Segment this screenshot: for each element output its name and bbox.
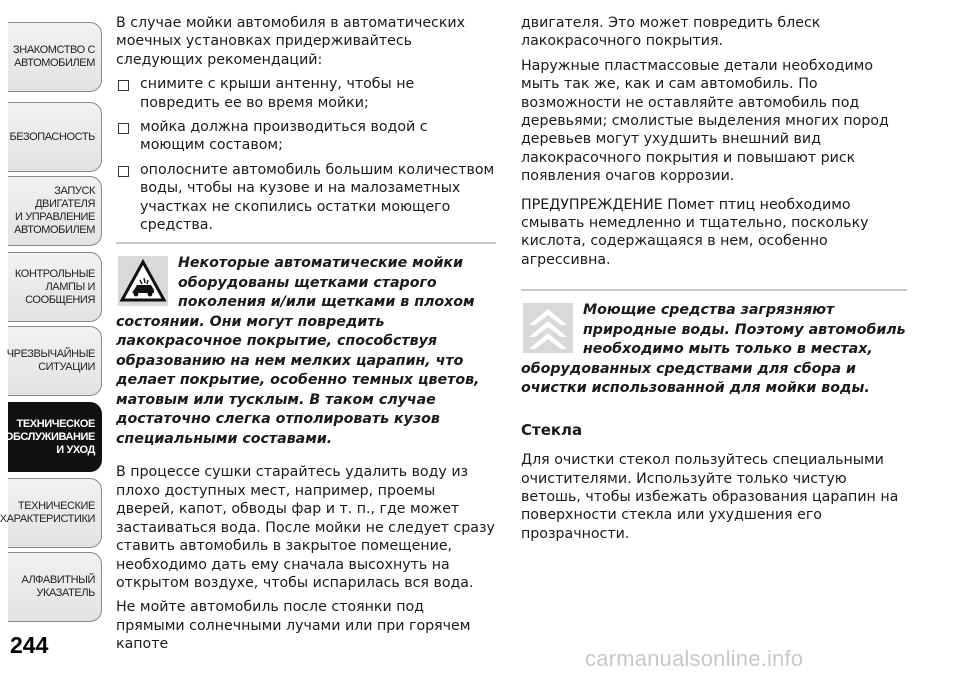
watermark: carmanualsonline.info (585, 646, 804, 671)
eco-note-text: Моющие средства загрязняют природные воды. Поэтому автомобиль необходимо мыть только в местах, оборудованных средствами для сбора и очистки использованной для мойки воды. (521, 302, 906, 397)
sun-paragraph: Не мойте автомобиль после стоянки под прямыми солнечными лучами или при горячем капоте (116, 599, 471, 653)
paint-gloss-paragraph: двигателя. Это может повредить блеск лакокрасочного покрытия. (521, 15, 821, 50)
bullet-item: ополосните автомобиль большим количеством воды, чтобы на кузове и на малозаметных участках не скопились остатки моющего средства. (116, 161, 496, 235)
bird-droppings-warning: ПРЕДУПРЕЖДЕНИЕ Помет птиц необходимо смывать немедленно и тщательно, поскольку кислота, содержащаяся в нем, особенно агрессивна. (521, 196, 869, 268)
tab-maintenance-active[interactable]: ТЕХНИЧЕСКОЕ ОБСЛУЖИВАНИЕ И УХОД (8, 402, 102, 472)
tab-engine-start-driving[interactable]: ЗАПУСК ДВИГАТЕЛЯ И УПРАВЛЕНИЕ АВТОМОБИЛЕМ (8, 176, 102, 246)
eco-note (521, 301, 907, 399)
car-wash-recommendations (116, 75, 496, 234)
tab-vehicle-intro[interactable]: ЗНАКОМСТВО С АВТОМОБИЛЕМ (8, 22, 102, 92)
drying-paragraph: В процессе сушки старайтесь удалить воду из плохо доступных мест, например, проемы дверей, капот, обводы фар и т. п., где может застаиваться вода. После мойки не следует сразу ставить автомобиль в закрытое помещение, необходимо дать ему сначала высохнуть на открытом воздухе, чтобы испарилась вся вода. (116, 464, 495, 591)
tab-warning-lights[interactable]: КОНТРОЛЬНЫЕ ЛАМПЫ И СООБЩЕНИЯ (8, 252, 102, 322)
page-number: 244 (10, 632, 49, 658)
tab-safety[interactable]: БЕЗОПАСНОСТЬ (8, 102, 102, 172)
warning-car-icon (118, 256, 168, 306)
bullet-item: мойка должна производиться водой с моющим составом; (116, 118, 496, 155)
bullet-item: снимите с крыши антенну, чтобы не повредить ее во время мойки; (116, 75, 496, 112)
right-column (521, 14, 907, 549)
left-column (116, 14, 496, 660)
glass-paragraph: Для очистки стекол пользуйтесь специальными очистителями. Используйте только чистую ветошь, чтобы избежать образования царапин на поверхности стекла или ухудшения его прозрачности. (521, 452, 899, 542)
divider (116, 242, 496, 244)
warning-note (116, 254, 496, 449)
tab-technical-specs[interactable]: ТЕХНИЧЕСКИЕ ХАРАКТЕРИСТИКИ (8, 478, 102, 548)
glass-heading: Стекла (521, 420, 583, 439)
warning-text: Некоторые автоматические мойки оборудованы щетками старого поколения и/или щетками в плохом состоянии. Они могут повредить лакокрасочное покрытие, способствуя образованию на нем мелких царапин, что делает покрытие, особенно темных цветов, матовым или тусклым. В таком случае достаточно слегка отполировать кузов специальными составами. (116, 255, 480, 447)
plastic-parts-paragraph: Наружные пластмассовые детали необходимо мыть так же, как и сам автомобиль. По возможности не оставляйте автомобиль под деревьями; смолистые выделения многих пород деревьев могут ухудшить внешний вид лакокрасочного покрытия и повышают риск появления очагов коррозии. (521, 57, 889, 185)
tab-emergency[interactable]: ЧРЕЗВЫЧАЙНЫЕ СИТУАЦИИ (8, 326, 102, 396)
divider (521, 289, 907, 291)
eco-chevron-icon (523, 303, 573, 353)
tab-alphabetical-index[interactable]: АЛФАВИТНЫЙ УКАЗАТЕЛЬ (8, 552, 102, 622)
intro-paragraph: В случае мойки автомобиля в автоматических моечных установках придерживайтесь следующих рекомендаций: (116, 15, 466, 68)
chapter-sidebar (0, 0, 104, 640)
